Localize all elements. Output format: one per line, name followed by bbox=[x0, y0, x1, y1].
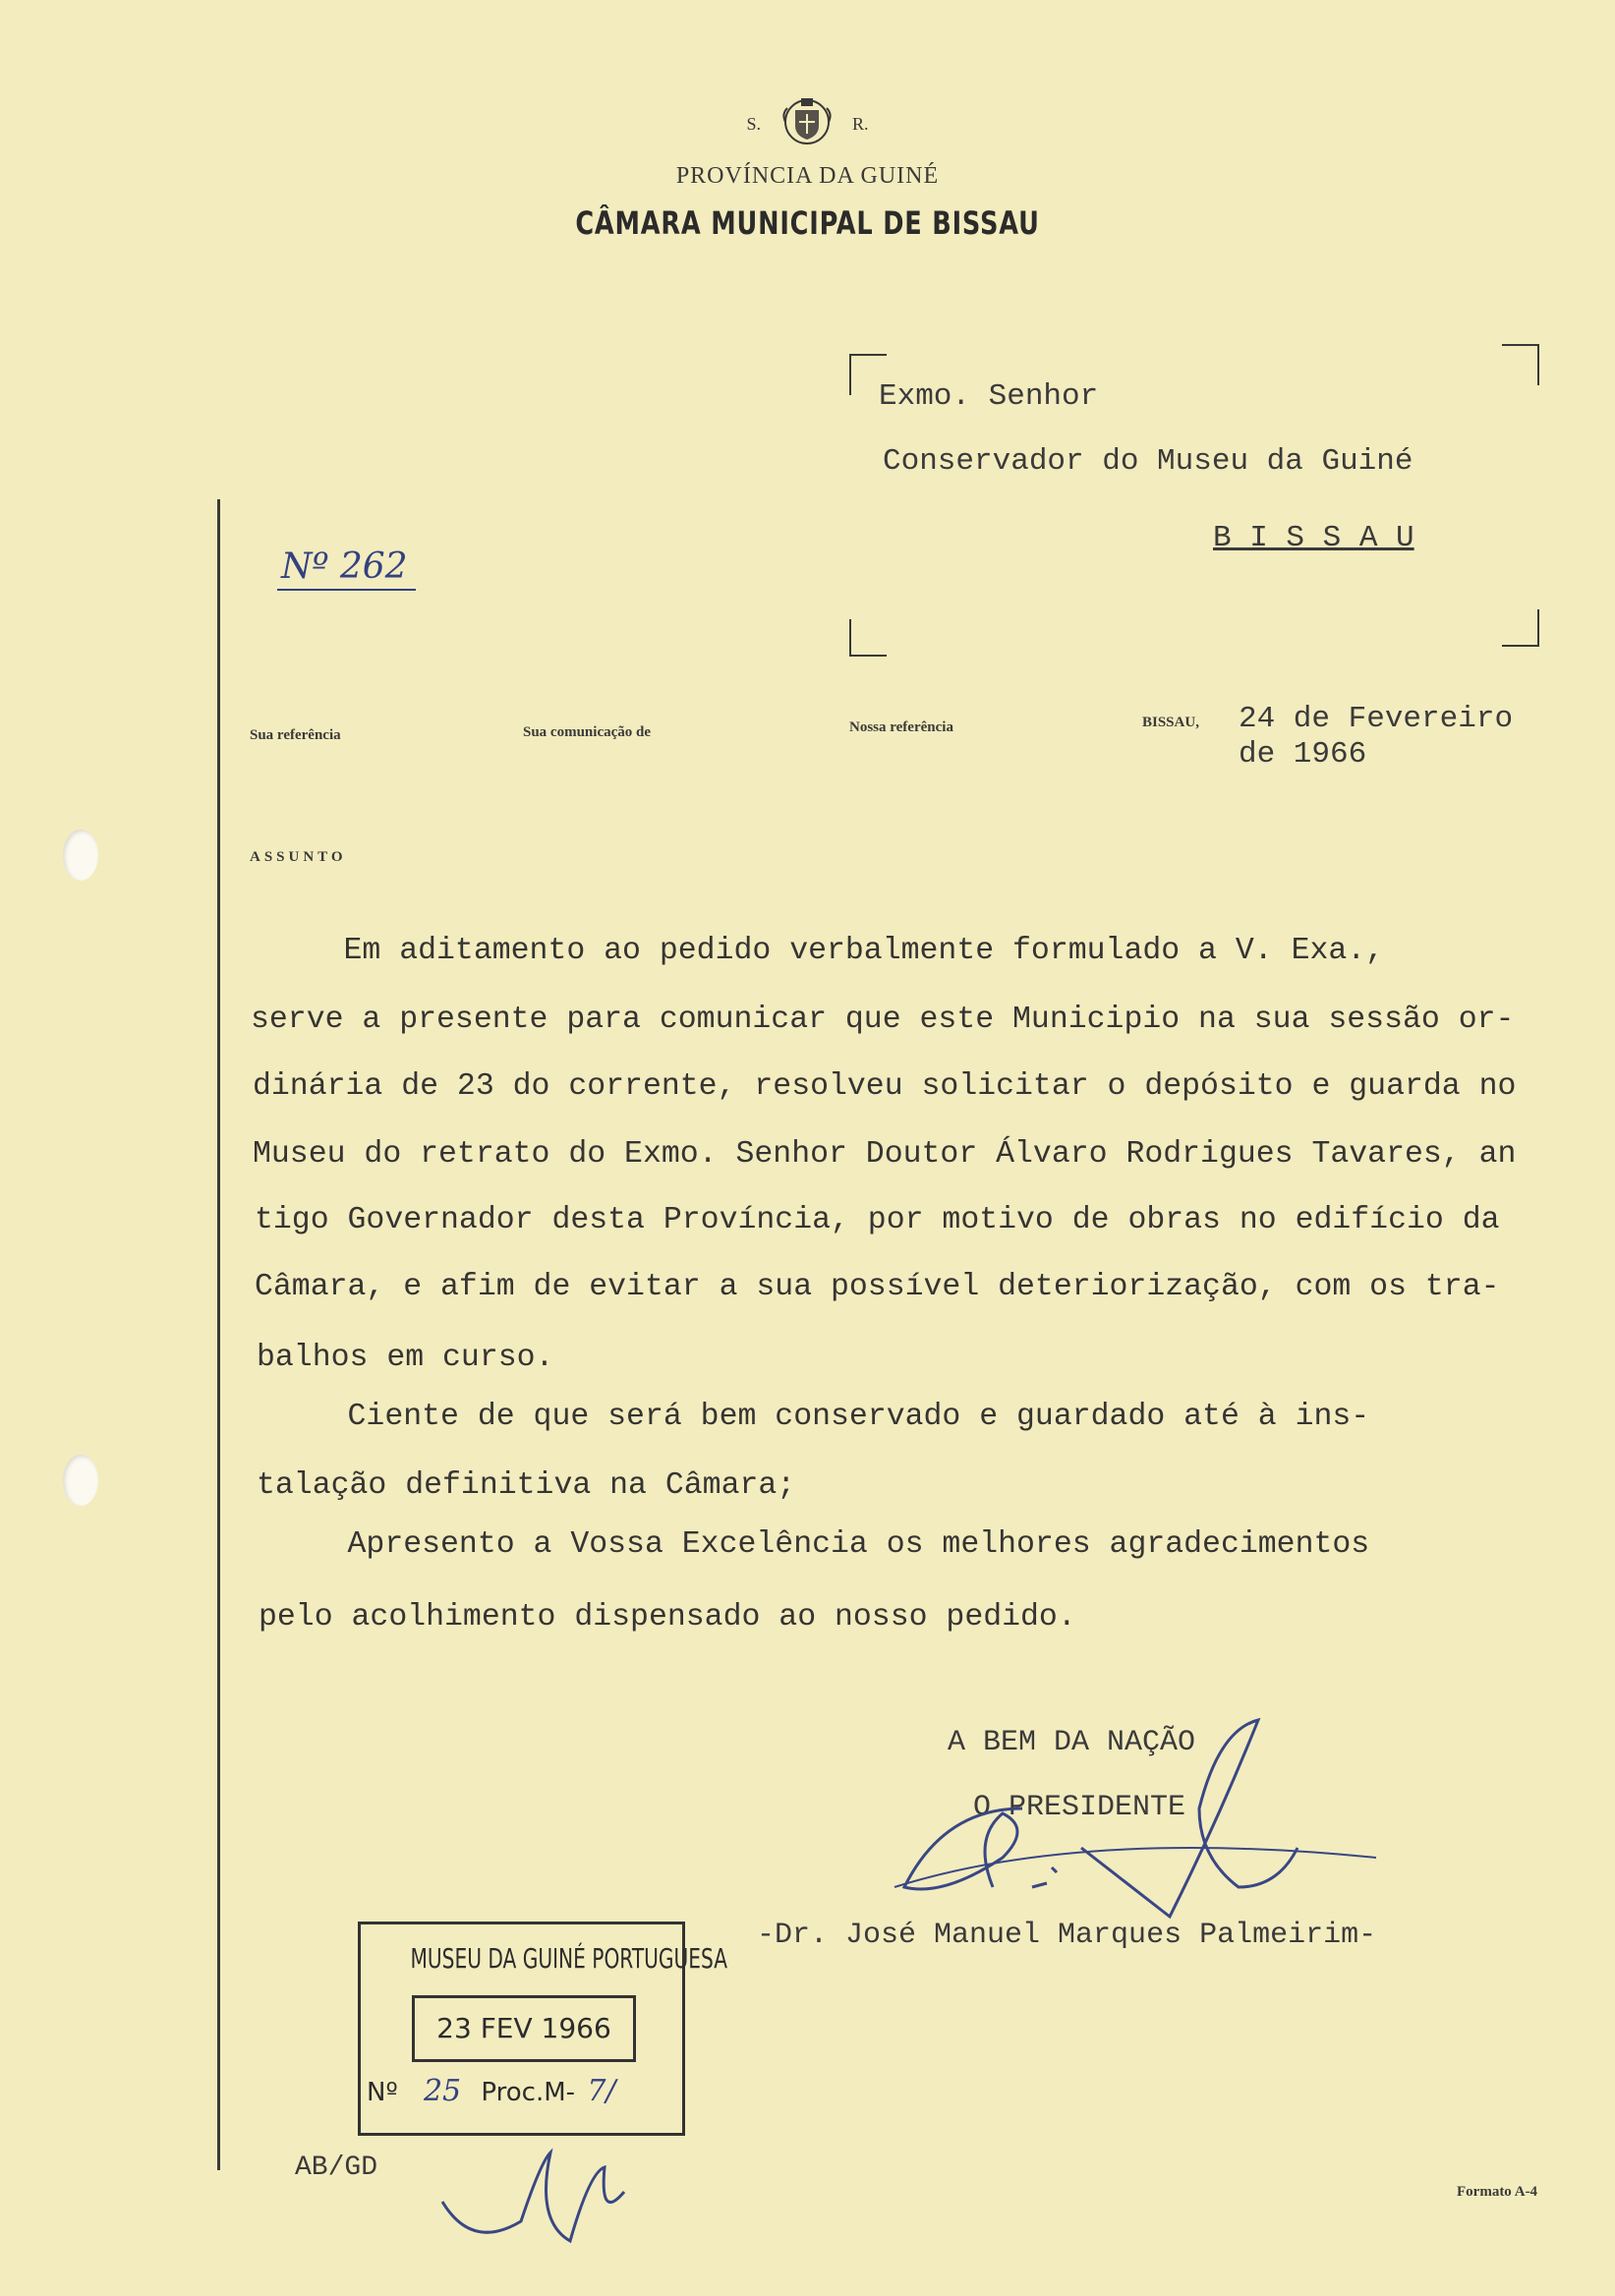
address-bracket-bottom-left bbox=[849, 619, 887, 657]
closing-role: O PRESIDENTE bbox=[973, 1791, 1186, 1824]
signatory-name: -Dr. José Manuel Marques Palmeirim- bbox=[757, 1919, 1377, 1952]
coat-of-arms-icon bbox=[779, 94, 835, 154]
province-heading: PROVÍNCIA DA GUINÉ bbox=[675, 163, 940, 189]
museum-receipt-stamp bbox=[358, 1922, 728, 2136]
label-sua-comunicacao: Sua comunicação de bbox=[523, 724, 652, 740]
body-line-11: pelo acolhimento dispensado ao nosso pedido. bbox=[259, 1600, 1076, 1635]
date-line-1: 24 de Fevereiro bbox=[1239, 702, 1514, 736]
stamp-number-label: Nº bbox=[367, 2078, 398, 2107]
letterhead-crest-row bbox=[0, 94, 1615, 154]
body-line-1: Em aditamento ao pedido verbalmente formulado a V. Exa., bbox=[251, 934, 1385, 968]
president-signature bbox=[885, 1691, 1396, 1946]
body-line-10: Apresento a Vossa Excelência os melhores agradecimentos bbox=[255, 1527, 1370, 1562]
margin-rule bbox=[217, 499, 220, 2170]
body-line-5: tigo Governador desta Província, por motivo de obras no edifício da bbox=[255, 1203, 1500, 1237]
address-bracket-top-right bbox=[1502, 344, 1539, 385]
body-line-2: serve a presente para comunicar que este Municipio na sua sessão or- bbox=[251, 1003, 1515, 1037]
body-line-7: balhos em curso. bbox=[257, 1341, 554, 1375]
addressee-city: B I S S A U bbox=[1213, 521, 1414, 555]
closing-salutation: A BEM DA NAÇÃO bbox=[948, 1726, 1196, 1759]
handwritten-reference-number: Nº 262 bbox=[277, 546, 416, 591]
format-label: Formato A-4 bbox=[1457, 2184, 1538, 2200]
label-nossa-referencia: Nossa referência bbox=[849, 719, 953, 735]
stamp-number-value: 25 bbox=[423, 2074, 462, 2108]
stamp-date: 23 FEV 1966 bbox=[412, 1995, 636, 2062]
crest-right-mark: R. bbox=[852, 114, 869, 134]
label-sua-referencia: Sua referência bbox=[250, 727, 341, 743]
stamp-proc-value: 7/ bbox=[587, 2074, 616, 2108]
punch-hole-bottom bbox=[63, 1455, 98, 1506]
stamp-number-row bbox=[367, 2074, 616, 2108]
body-line-3: dinária de 23 do corrente, resolveu solicitar o depósito e guarda no bbox=[253, 1069, 1517, 1104]
body-line-4: Museu do retrato do Exmo. Senhor Doutor Álvaro Rodrigues Tavares, an bbox=[253, 1137, 1517, 1172]
body-line-6: Câmara, e afim de evitar a sua possível deteriorização, com os tra- bbox=[255, 1270, 1500, 1304]
subject-label: ASSUNTO bbox=[250, 849, 347, 865]
date-place: BISSAU, bbox=[1142, 715, 1199, 730]
addressee-title: Conservador do Museu da Guiné bbox=[883, 444, 1413, 479]
punch-hole-top bbox=[63, 830, 98, 881]
address-bracket-bottom-right bbox=[1502, 609, 1539, 647]
stamp-title: MUSEU DA GUINÉ PORTUGUESA bbox=[410, 1942, 728, 1975]
date-line-2: de 1966 bbox=[1239, 737, 1367, 772]
body-line-9: talação definitiva na Câmara; bbox=[257, 1468, 796, 1503]
handwritten-annotation-mark bbox=[433, 2133, 649, 2270]
chamber-heading: CÂMARA MUNICIPAL DE BISSAU bbox=[575, 204, 1040, 242]
addressee-salutation: Exmo. Senhor bbox=[879, 379, 1099, 414]
crest-left-mark: S. bbox=[746, 114, 761, 134]
stamp-proc-label: Proc.M- bbox=[481, 2078, 576, 2107]
typist-initials: AB/GD bbox=[295, 2152, 378, 2183]
body-line-8: Ciente de que será bem conservado e guardado até à ins- bbox=[255, 1400, 1370, 1434]
